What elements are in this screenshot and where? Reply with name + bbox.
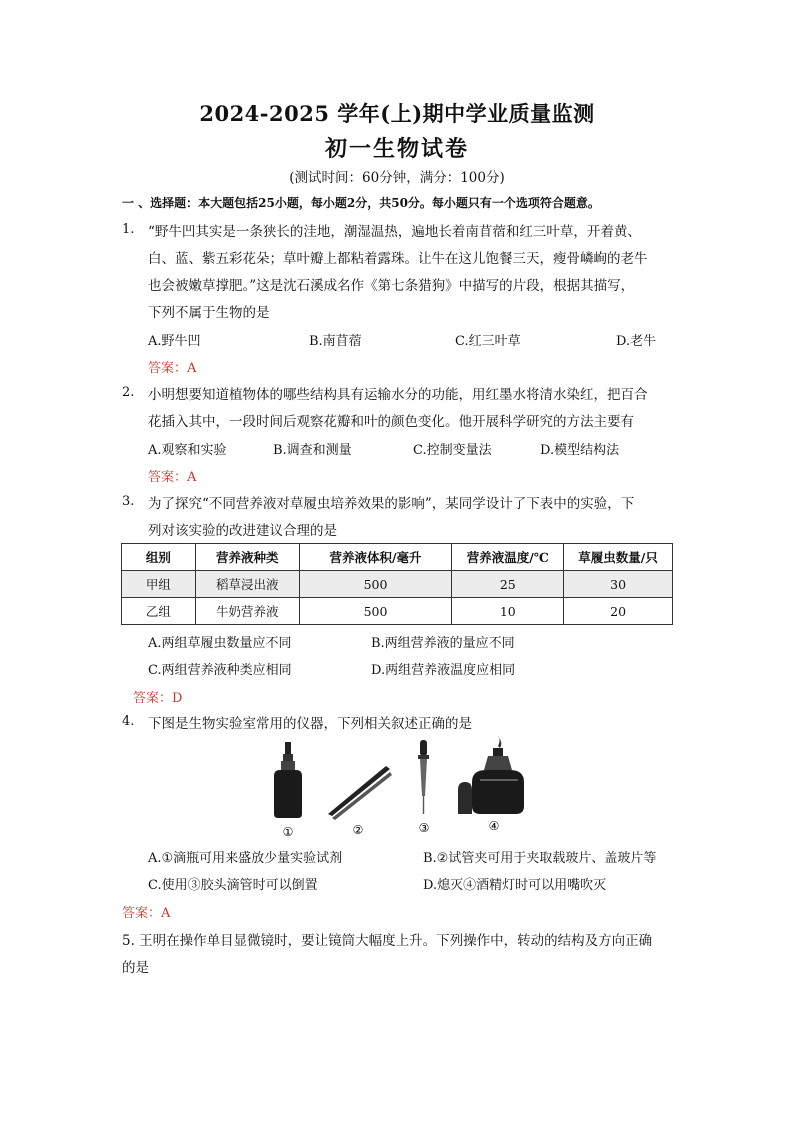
q4-number: 4. bbox=[122, 714, 135, 729]
table-row bbox=[122, 598, 673, 625]
exam-title: 2024-2025 学年(上)期中学业质量监测 bbox=[199, 101, 595, 126]
q2-line-2: 花插入其中，一段时间后观察花瓣和叶的颜色变化。他开展科学研究的方法主要有 bbox=[148, 414, 634, 430]
q3-option-a: A.两组草履虫数量应不同 bbox=[148, 636, 292, 651]
q5-line-2: 的是 bbox=[122, 960, 149, 976]
q1-line-1: “野牛凹其实是一条狭长的洼地，潮湿温热，遍地长着南苜蓿和红三叶草，开着黄、 bbox=[148, 224, 641, 240]
q1-option-b: B.南苜蓿 bbox=[309, 334, 362, 349]
q2-number: 2. bbox=[122, 385, 135, 400]
figure-label-2: ② bbox=[352, 823, 364, 837]
q2-answer: 答案：A bbox=[148, 470, 197, 485]
table-cell: 10 bbox=[452, 598, 564, 625]
q4-option-d: D.熄灭④酒精灯时可以用嘴吹灭 bbox=[423, 878, 607, 893]
table-cell: 500 bbox=[299, 598, 452, 625]
alcohol-lamp-icon bbox=[458, 736, 524, 814]
experiment-table bbox=[121, 543, 673, 625]
table-header-cell: 草履虫数量/只 bbox=[564, 544, 673, 571]
q4-option-a: A.①滴瓶可用来盛放少量实验试剂 bbox=[148, 851, 343, 866]
table-cell: 牛奶营养液 bbox=[195, 598, 299, 625]
table-header-row bbox=[122, 544, 673, 571]
q5-line-1: 5. 王明在操作单目显微镜时，要让镜筒大幅度上升。下列操作中，转动的结构及方向正确 bbox=[122, 933, 653, 949]
q2-option-c: C.控制变量法 bbox=[413, 443, 492, 458]
q2-line-1: 小明想要知道植物体的哪些结构具有运输水分的功能，用红墨水将清水染红，把百合 bbox=[148, 387, 648, 403]
q3-number: 3. bbox=[122, 494, 135, 509]
table-cell: 20 bbox=[564, 598, 673, 625]
figure-label-3: ③ bbox=[418, 821, 430, 835]
q2-option-d: D.模型结构法 bbox=[540, 443, 620, 458]
table-cell: 甲组 bbox=[122, 571, 196, 598]
q2-option-a: A.观察和实验 bbox=[148, 443, 227, 458]
q3-option-c: C.两组营养液种类应相同 bbox=[148, 663, 292, 678]
q4-option-b: B.②试管夹可用于夹取载玻片、盖玻片等 bbox=[423, 851, 657, 866]
figure-label-1: ① bbox=[282, 825, 294, 839]
q1-line-3: 也会被嫩草撑肥。”这是沈石溪成名作《第七条猎狗》中描写的片段，根据其描写， bbox=[148, 278, 635, 294]
q1-option-a: A.野牛凹 bbox=[148, 334, 201, 349]
q1-number: 1. bbox=[122, 222, 135, 237]
q3-line-1: 为了探究“不同营养液对草履虫培养效果的影响”，某同学设计了下表中的实验，下 bbox=[148, 496, 635, 512]
table-header-cell: 营养液体积/毫升 bbox=[299, 544, 452, 571]
q4-line-1: 下图是生物实验室常用的仪器，下列相关叙述正确的是 bbox=[148, 716, 472, 732]
q3-answer: 答案：D bbox=[133, 691, 183, 706]
table-header-cell: 营养液种类 bbox=[195, 544, 299, 571]
table-header-cell: 组别 bbox=[122, 544, 196, 571]
dropper-bottle-icon bbox=[274, 742, 302, 818]
q3-option-b: B.两组营养液的量应不同 bbox=[371, 636, 515, 651]
table-cell: 乙组 bbox=[122, 598, 196, 625]
table-header-cell: 营养液温度/℃ bbox=[452, 544, 564, 571]
q1-line-4: 下列不属于生物的是 bbox=[148, 305, 270, 321]
exam-meta: (测试时间：60分钟，满分：100分) bbox=[289, 170, 505, 186]
table-cell: 30 bbox=[564, 571, 673, 598]
q4-answer: 答案：A bbox=[122, 906, 171, 921]
q1-option-d: D.老牛 bbox=[616, 334, 657, 349]
exam-subtitle: 初一生物试卷 bbox=[324, 136, 469, 162]
q1-line-2: 白、蓝、紫五彩花朵；草叶瓣上都粘着露珠。让牛在这儿饱餐三天，瘦骨嶙峋的老牛 bbox=[148, 251, 648, 267]
q1-answer: 答案：A bbox=[148, 361, 197, 376]
table-cell: 25 bbox=[452, 571, 564, 598]
q3-line-2: 列对该实验的改进建议合理的是 bbox=[148, 523, 337, 539]
lab-apparatus-drawing bbox=[266, 736, 530, 840]
table-cell: 稻草浸出液 bbox=[195, 571, 299, 598]
figure-label-4: ④ bbox=[488, 819, 500, 833]
table-row bbox=[122, 571, 673, 598]
lab-apparatus-figure bbox=[266, 736, 530, 840]
section-heading: 一 、选择题：本大题包括25小题，每小题2分，共50分。每小题只有一个选项符合题意。 bbox=[122, 196, 600, 210]
q2-option-b: B.调查和测量 bbox=[273, 443, 352, 458]
q4-option-c: C.使用③胶头滴管时可以倒置 bbox=[148, 878, 318, 893]
q3-option-d: D.两组营养液温度应相同 bbox=[371, 663, 516, 678]
tweezers-icon bbox=[328, 766, 392, 820]
pipette-icon bbox=[418, 740, 429, 814]
q1-option-c: C.红三叶草 bbox=[455, 334, 521, 349]
table-cell: 500 bbox=[299, 571, 452, 598]
